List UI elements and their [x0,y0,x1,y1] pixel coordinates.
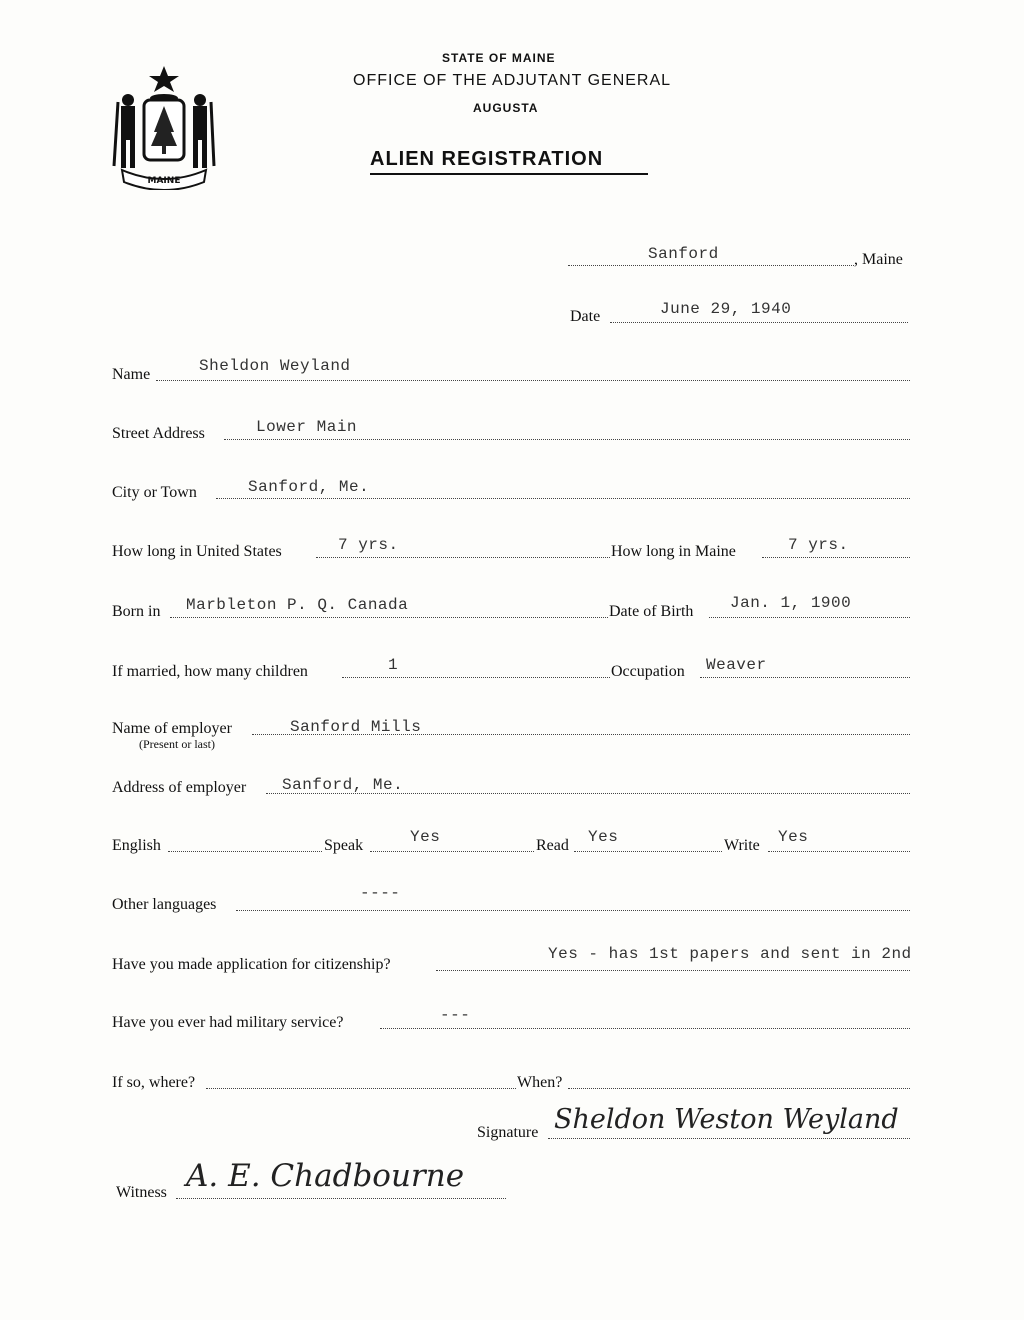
born-value: Marbleton P. Q. Canada [186,596,409,614]
citizenship-value: Yes - has 1st papers and sent in 2nd [548,945,912,963]
children-label: If married, how many children [112,663,308,680]
dob-line [709,617,910,618]
place-value: Sanford [648,245,719,263]
born-label: Born in [112,603,161,620]
speak-label: Speak [324,837,364,854]
employer-address-value: Sanford, Me. [282,776,404,794]
place-line [568,265,854,266]
name-label: Name [112,366,151,383]
occupation-value: Weaver [706,656,767,674]
street-line [224,439,910,440]
date-label: Date [570,308,601,325]
born-line [170,617,608,618]
street-label: Street Address [112,425,205,442]
maine-duration-label: How long in Maine [611,543,736,560]
other-languages-value: ---- [360,884,401,902]
city-value: Sanford, Me. [248,478,370,496]
seal-label: MAINE [147,176,181,186]
speak-value: Yes [410,828,441,846]
date-line [610,322,908,323]
form-title: ALIEN REGISTRATION [370,148,604,170]
state-heading: STATE OF MAINE [442,51,556,65]
place-suffix: , Maine [854,251,903,268]
military-value: --- [440,1006,471,1024]
write-line [768,851,910,852]
where-line [206,1088,516,1089]
children-value: 1 [388,656,399,674]
street-value: Lower Main [256,418,358,436]
city-line [216,498,910,499]
signature-handwriting: Sheldon Weston Weyland [554,1104,899,1135]
military-line [380,1028,910,1029]
other-languages-label: Other languages [112,896,217,913]
signature-line [548,1138,910,1139]
speak-line [370,851,534,852]
employer-value: Sanford Mills [290,718,422,736]
employer-label: Name of employer [112,720,232,737]
citizenship-line [436,970,910,971]
dob-label: Date of Birth [609,603,694,620]
read-label: Read [536,837,569,854]
english-label: English [112,837,161,854]
witness-line [176,1198,506,1199]
occupation-line [700,677,910,678]
when-label: When? [517,1074,563,1091]
english-line [168,851,322,852]
occupation-label: Occupation [611,663,685,680]
read-line [574,851,722,852]
city-label: City or Town [112,484,197,501]
read-value: Yes [588,828,619,846]
write-value: Yes [778,828,809,846]
when-line [568,1088,910,1089]
dob-value: Jan. 1, 1900 [730,594,852,612]
name-value: Sheldon Weyland [199,357,351,375]
employer-address-label: Address of employer [112,779,247,796]
other-languages-line [236,910,910,911]
title-underline [370,173,648,175]
office-heading: OFFICE OF THE ADJUTANT GENERAL [353,72,672,89]
witness-label: Witness [116,1184,167,1201]
us-duration-line [316,557,610,558]
witness-handwriting: A. E. Chadbourne [186,1158,465,1194]
date-value: June 29, 1940 [660,300,792,318]
us-duration-value: 7 yrs. [338,536,399,554]
maine-duration-line [762,557,910,558]
children-line [342,677,610,678]
employer-sublabel: (Present or last) [139,737,215,751]
military-label: Have you ever had military service? [112,1014,344,1031]
name-line [156,380,910,381]
where-label: If so, where? [112,1074,196,1091]
maine-duration-value: 7 yrs. [788,536,849,554]
signature-label: Signature [477,1124,539,1141]
write-label: Write [724,837,760,854]
us-duration-label: How long in United States [112,543,282,560]
citizenship-label: Have you made application for citizenship? [112,956,391,973]
maine-state-seal [108,62,220,190]
city-heading: AUGUSTA [473,101,539,115]
